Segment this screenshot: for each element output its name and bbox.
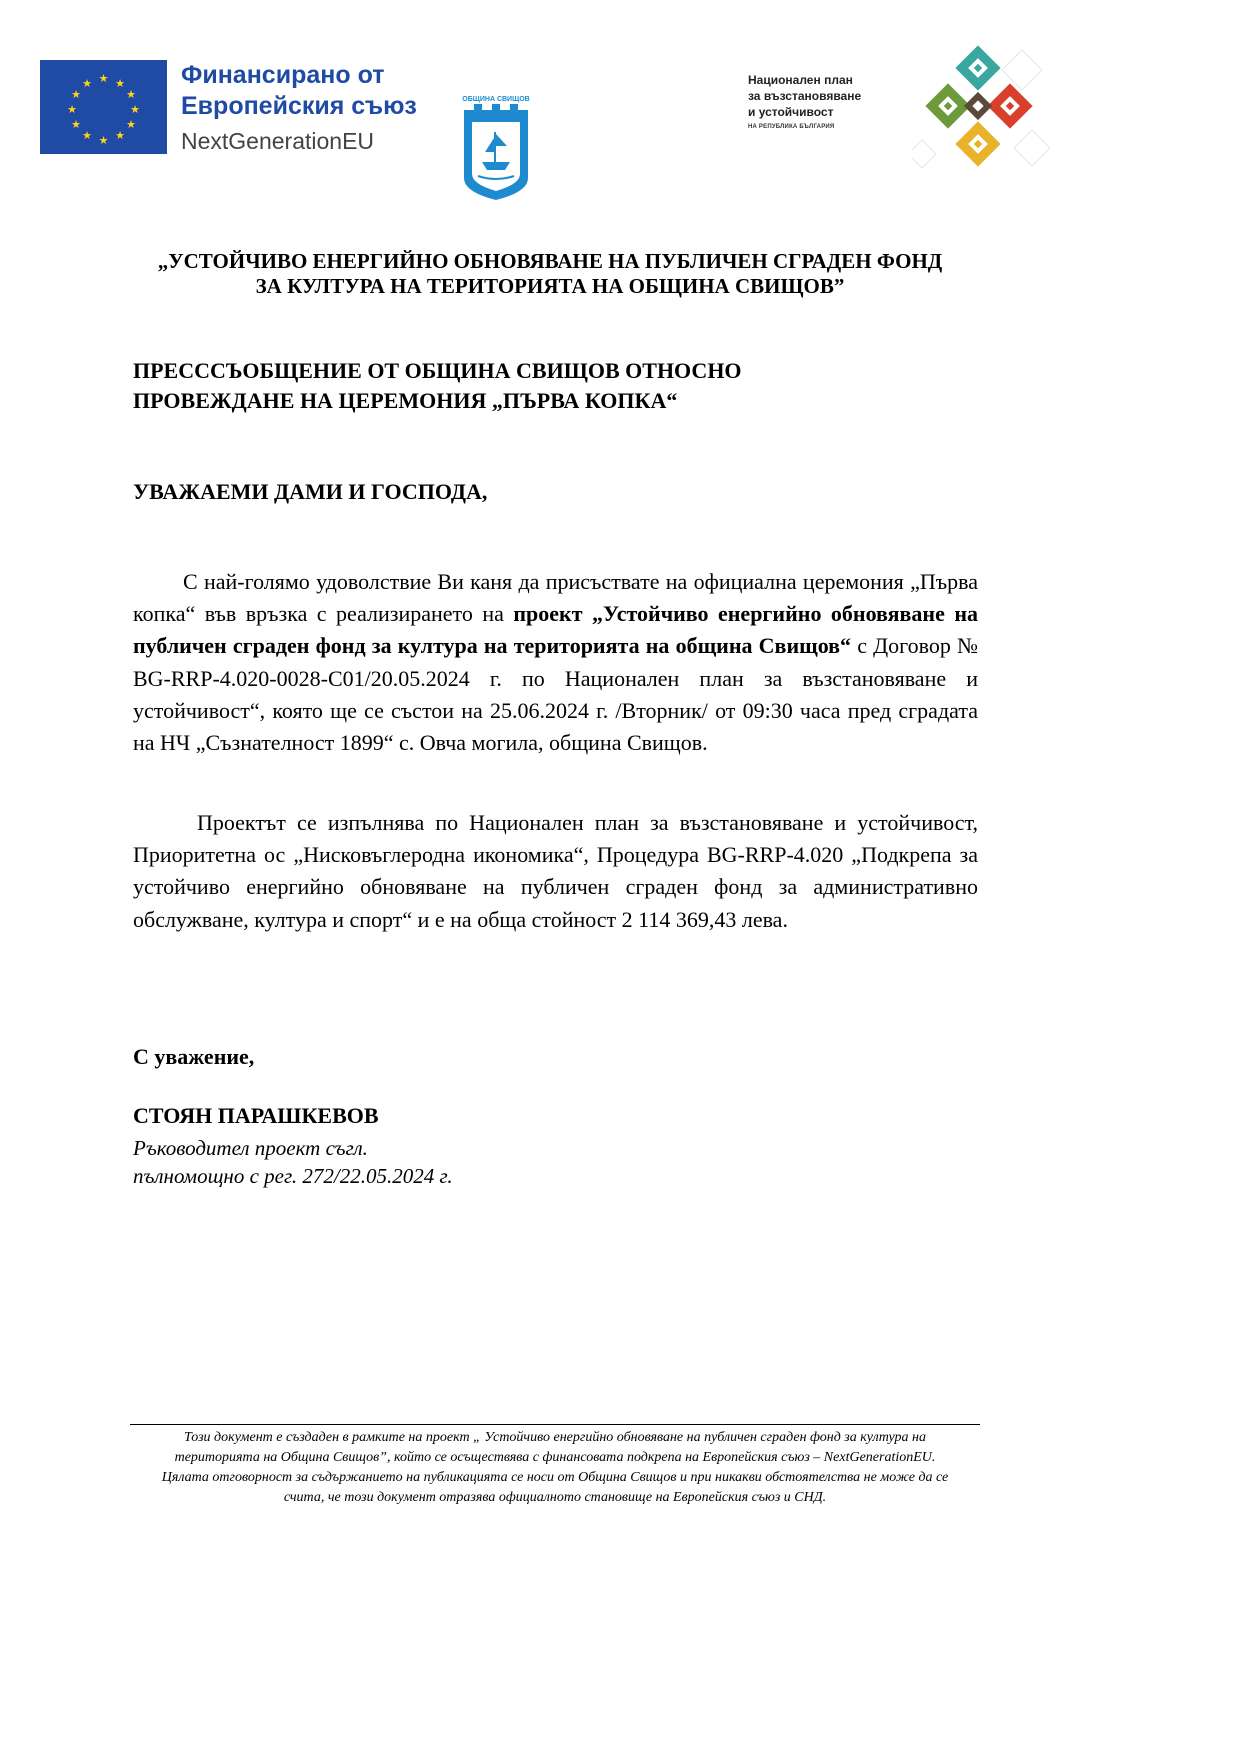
greeting: УВАЖАЕМИ ДАМИ И ГОСПОДА, [133, 479, 488, 504]
eu-funding-line1: Финансирано от [181, 61, 385, 89]
svg-text:★: ★ [71, 88, 81, 101]
footer-line4: счита, че този документ отразява официалното становище на Европейския съюз и СНД. [283, 1490, 827, 1505]
svg-text:★: ★ [98, 134, 109, 147]
svg-text:★: ★ [115, 129, 125, 142]
press-heading-line1: ПРЕСССЪОБЩЕНИЕ ОТ ОБЩИНА СВИЩОВ ОТНОСНО [133, 358, 742, 383]
closing: С уважение, [133, 1044, 255, 1069]
national-plan-line1: Национален план [748, 73, 853, 87]
national-plan-line3: и устойчивост [748, 105, 834, 119]
svg-text:★: ★ [130, 103, 140, 116]
signer-name: СТОЯН ПАРАШКЕВОВ [133, 1103, 379, 1128]
press-release-heading [133, 356, 983, 416]
footer-line1: Този документ е създаден в рамките на проект „ Устойчиво енергийно обновяване на публичен сграден фонд за култура на [184, 1430, 926, 1445]
eu-funding-line2: Европейския съюз [181, 92, 417, 120]
svg-text:★: ★ [71, 118, 81, 131]
footer-line3: Цялата отговорност за съдържанието на публикацията се носи от Община Свищов и при никакви обстоятелства не може да се [161, 1470, 949, 1485]
eu-funding-line3: NextGenerationEU [181, 128, 375, 154]
paragraph1-project-name: проект „Устойчиво енергийно обновяване на публичен сграден фонд за култура на територията на община Свищов“ [133, 601, 979, 659]
signer-role [133, 1134, 453, 1190]
project-title-line2: ЗА КУЛТУРА НА ТЕРИТОРИЯТА НА ОБЩИНА СВИЩОВ” [255, 274, 845, 298]
svg-text:★: ★ [82, 77, 92, 90]
svg-text:★: ★ [67, 103, 77, 116]
svg-text:★: ★ [126, 88, 136, 101]
project-title-line1: „УСТОЙЧИВО ЕНЕРГИЙНО ОБНОВЯВАНЕ НА ПУБЛИЧЕН СГРАДЕН ФОНД [157, 249, 943, 273]
project-title [120, 249, 980, 299]
svishtov-coat-of-arms-icon [458, 96, 534, 204]
press-heading-line2: ПРОВЕЖДАНЕ НА ЦЕРЕМОНИЯ „ПЪРВА КОПКА“ [133, 388, 678, 413]
eu-flag-icon [40, 60, 167, 154]
signer-role-line1: Ръководител проект съгл. [133, 1136, 368, 1160]
signer-role-line2: пълномощно с рег. 272/22.05.2024 г. [133, 1164, 453, 1188]
paragraph1-text-start: С най-голямо удоволствие Ви каня да присъствате на официална церемония „Първа копка“ във връзка с реализирането на [133, 569, 978, 627]
footer-line2: територията на Община Свищов”, който се осъществява с финансовата подкрепа на Европейския съюз – NextGenerationEU. [174, 1450, 936, 1465]
svg-text:★: ★ [126, 118, 136, 131]
paragraph1-text-end: с Договор № BG-RRP-4.020-0028-C01/20.05.2024 г. по Национален план за възстановяване и устойчивост“, която ще се състои на 25.06.2024 г. /Вторник/ от 09:30 часа пред сградата на НЧ „Съзнателност 1899“ с. Овча могила, община Свищов. [133, 633, 978, 756]
svg-text:★: ★ [98, 72, 109, 85]
national-plan-subline: НА РЕПУБЛИКА БЪЛГАРИЯ [748, 124, 835, 130]
svg-text:★: ★ [82, 129, 92, 142]
national-plan-label [748, 72, 861, 130]
footer-disclaimer [130, 1428, 980, 1508]
paragraph-invitation [133, 566, 978, 759]
footer-divider [130, 1424, 980, 1425]
municipality-caption: ОБЩИНА СВИЩОВ [462, 96, 530, 103]
national-plan-line2: за възстановяване [748, 89, 862, 103]
svg-text:★: ★ [115, 77, 125, 90]
national-plan-pattern-icon [912, 40, 1062, 182]
eu-funding-label [181, 60, 417, 158]
paragraph-project-info: Проектът се изпълнява по Национален план за възстановяване и устойчивост, Приоритетна ос „Нисковъглеродна икономика“, Процедура BG-RRP-4.020 „Подкрепа за устойчиво енергийно обновяване на публичен сграден фонд за административно обслужване, култура и спорт“ и е на обща стойност 2 114 369,43 лева. [133, 810, 978, 932]
